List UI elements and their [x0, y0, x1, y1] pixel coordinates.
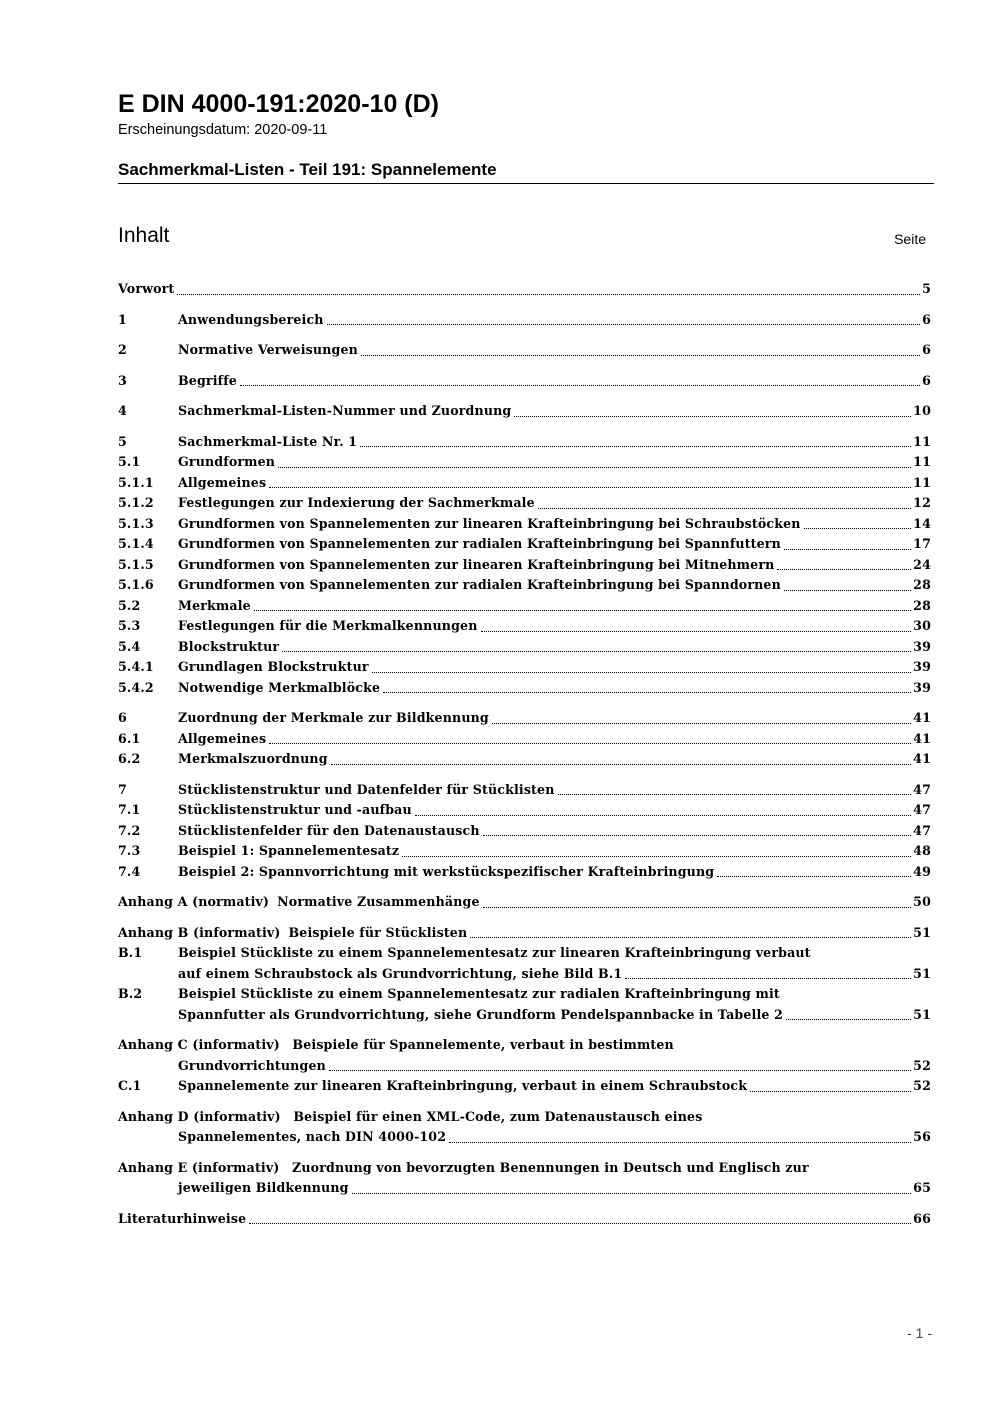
toc-page-label: Seite: [894, 231, 926, 247]
toc-entry-number: 3: [118, 372, 127, 388]
toc-entry-title: Beispiel 1: Spannelementesatz: [178, 843, 400, 858]
toc-entry-title: Stücklistenstruktur und -aufbau: [178, 802, 412, 817]
toc-entry-title: Literaturhinweise: [118, 1210, 247, 1226]
toc-entry[interactable]: [118, 596, 931, 617]
toc-leader: [415, 815, 911, 816]
toc-leader: [492, 723, 911, 724]
toc-entry-number: 6.1: [118, 730, 141, 746]
toc-entry-title: Grundlagen Blockstruktur: [178, 659, 369, 674]
toc-entry-page: 28: [913, 577, 931, 592]
toc-entry-bibliography[interactable]: [118, 1209, 931, 1230]
toc-entry-page: 11: [913, 474, 931, 490]
toc-entry-title: Merkmale: [178, 597, 251, 613]
toc-entry-title: Spannelemente zur linearen Krafteinbringung, verbaut in einem Schraubstock: [178, 1078, 748, 1093]
toc-entry-title: Stücklistenstruktur und Datenfelder für Stücklisten: [178, 781, 555, 797]
toc-entry-page: 17: [913, 536, 931, 551]
toc-leader: [481, 631, 912, 632]
toc-entry-c1[interactable]: [118, 1076, 931, 1097]
toc-entry-page: 12: [913, 495, 931, 510]
toc-entry-title: Grundformen von Spannelementen zur linearen Krafteinbringung bei Schraubstöcken: [178, 515, 801, 531]
toc-leader: [777, 569, 911, 570]
toc-leader: [558, 794, 912, 795]
toc-entry-page: 65: [913, 1180, 931, 1195]
toc-entry-title: Beispiele für Stücklisten: [288, 924, 468, 940]
toc-entry-title: Normative Verweisungen: [178, 342, 358, 357]
toc-entry-title: Sachmerkmal-Listen-Nummer und Zuordnung: [178, 403, 512, 418]
toc-entry-title-line1: Beispiel Stückliste zu einem Spannelementesatz zur linearen Krafteinbringung verbaut: [178, 945, 811, 960]
toc-entry-page: 49: [913, 863, 931, 879]
toc-entry-title: Grundformen: [178, 454, 276, 469]
toc-entry[interactable]: [118, 780, 931, 801]
toc-entry-number: 6: [118, 710, 127, 725]
toc-leader: [372, 672, 912, 673]
toc-entry[interactable]: [118, 841, 931, 862]
toc-leader: [786, 1019, 911, 1020]
toc-entry-title-line2: Spannfutter als Grundvorrichtung, siehe Grundform Pendelspannbacke in Tabelle 2: [178, 1006, 784, 1022]
toc-entry-title-line1: Beispiele für Spannelemente, verbaut in bestimmten: [292, 1037, 674, 1052]
toc-entry-number: 5.1.4: [118, 536, 154, 551]
toc-entry-title-line2: auf einem Schraubstock als Grundvorrichtung, siehe Bild B.1: [178, 965, 623, 981]
toc-leader: [804, 528, 912, 529]
toc-entry-page: 6: [922, 372, 931, 388]
toc-leader: [538, 508, 911, 509]
toc-entry-number: B.1: [118, 945, 143, 960]
toc-entry-number: 7.1: [118, 802, 141, 817]
toc-entry-number: 5.1.1: [118, 474, 154, 490]
toc-leader: [352, 1193, 912, 1194]
toc-leader: [625, 978, 911, 979]
toc-entry-annex-c[interactable]: [118, 1035, 931, 1076]
toc-entry-title: Grundformen von Spannelementen zur linearen Krafteinbringung bei Mitnehmern: [178, 556, 775, 572]
toc-entry-page: 14: [913, 515, 931, 531]
toc-entry-title: Sachmerkmal-Liste Nr. 1: [178, 433, 358, 449]
toc-entry-annex-e[interactable]: [118, 1158, 931, 1199]
toc-entry-number: 5.4.2: [118, 679, 154, 695]
toc-entry-page: 5: [922, 281, 931, 296]
toc-entry[interactable]: [118, 575, 931, 596]
toc-leader: [449, 1142, 911, 1143]
toc-leader: [240, 385, 920, 386]
toc-entry-number: Anhang E (informativ): [118, 1159, 280, 1175]
toc-entry-title: Normative Zusammenhänge: [277, 894, 480, 909]
toc-leader: [278, 467, 911, 468]
toc-entry-title-line2: jeweiligen Bildkennung: [178, 1180, 349, 1195]
toc-leader: [483, 907, 912, 908]
toc-entry[interactable]: [118, 800, 931, 821]
toc-entry-vorwort[interactable]: [118, 279, 931, 300]
toc-entry-number: 7.4: [118, 863, 141, 879]
toc-entry-title: Grundformen von Spannelementen zur radialen Krafteinbringung bei Spanndornen: [178, 577, 781, 592]
toc-entry-page: 47: [913, 822, 931, 838]
toc-entry-page: 30: [913, 618, 931, 633]
toc-leader: [470, 937, 911, 938]
toc-entry-number: 7: [118, 781, 127, 797]
toc-entry-number: 2: [118, 342, 127, 357]
toc-entry-annex-b[interactable]: [118, 923, 931, 944]
toc-entry-page: 41: [913, 730, 931, 746]
toc-entry[interactable]: [118, 493, 931, 514]
toc-entry[interactable]: [118, 708, 931, 729]
toc-entry-page: 51: [913, 965, 931, 981]
toc-entry-b1[interactable]: [118, 943, 931, 984]
toc-entry[interactable]: [118, 432, 931, 453]
toc-leader: [514, 416, 911, 417]
toc-entry[interactable]: [118, 749, 931, 770]
toc-leader: [177, 294, 920, 295]
toc-entry-title: Festlegungen für die Merkmalkennungen: [178, 618, 478, 633]
toc-entry-title: Allgemeines: [178, 730, 267, 746]
toc-entry-page: 39: [913, 679, 931, 695]
page-number: - 1 -: [907, 1325, 932, 1341]
document-subtitle: Sachmerkmal-Listen - Teil 191: Spannelemente: [118, 160, 497, 179]
toc-entry-number: 5.4.1: [118, 659, 154, 674]
toc-entry-page: 66: [913, 1210, 931, 1226]
toc-entry-number: 5.4: [118, 638, 141, 654]
toc-entry-title: Notwendige Merkmalblöcke: [178, 679, 381, 695]
toc-entry-number: C.1: [118, 1078, 142, 1093]
toc-leader: [331, 764, 912, 765]
toc-entry-annex-d[interactable]: [118, 1107, 931, 1148]
toc-entry[interactable]: [118, 514, 931, 535]
toc-entry-page: 41: [913, 710, 931, 725]
toc-entry-page: 51: [913, 924, 931, 940]
toc-leader: [750, 1091, 911, 1092]
toc-leader: [269, 487, 911, 488]
toc-leader: [249, 1223, 911, 1224]
toc-entry[interactable]: [118, 473, 931, 494]
toc-entry-number: Anhang A (normativ): [118, 894, 270, 909]
toc-entry-number: 5.1.3: [118, 515, 154, 531]
toc-entry-page: 28: [913, 597, 931, 613]
toc-entry-title: Anwendungsbereich: [178, 311, 324, 327]
toc-leader: [717, 876, 911, 877]
toc-leader: [483, 835, 912, 836]
toc-entry[interactable]: [118, 821, 931, 842]
toc-entry[interactable]: [118, 452, 931, 473]
toc-entry-number: 5.2: [118, 597, 141, 613]
toc-entry-number: 7.3: [118, 843, 141, 858]
toc-entry-annex-a[interactable]: [118, 892, 931, 913]
toc-entry-number: 7.2: [118, 822, 141, 838]
toc-leader: [383, 692, 911, 693]
toc-entry-number: B.2: [118, 986, 143, 1001]
toc-entry-number: 6.2: [118, 751, 141, 766]
toc-entry-number: 4: [118, 403, 127, 418]
toc-entry-number: 5.1: [118, 454, 141, 469]
toc-entry-page: 11: [913, 433, 931, 449]
toc-entry-number: 5: [118, 433, 127, 449]
header-rule: [118, 183, 934, 184]
toc-entry[interactable]: [118, 616, 931, 637]
toc-entry[interactable]: [118, 310, 931, 331]
toc-entry-title: Zuordnung der Merkmale zur Bildkennung: [178, 710, 489, 725]
toc-entry-number: 5.1.6: [118, 577, 154, 592]
toc-entry-page: 24: [913, 556, 931, 572]
toc-leader: [784, 590, 911, 591]
toc-entry-page: 6: [922, 342, 931, 357]
toc-entry-number: Anhang C (informativ): [118, 1037, 280, 1052]
toc-entry-page: 48: [913, 843, 931, 858]
toc-entry-title: Blockstruktur: [178, 638, 280, 654]
toc-entry-number: 1: [118, 311, 127, 327]
toc-entry-title: Grundformen von Spannelementen zur radialen Krafteinbringung bei Spannfuttern: [178, 536, 781, 551]
toc-entry-title: Stücklistenfelder für den Datenaustausch: [178, 822, 480, 838]
toc-leader: [361, 355, 920, 356]
toc-entry-title: Vorwort: [118, 281, 175, 296]
toc-leader: [327, 324, 921, 325]
toc-entry-page: 41: [913, 751, 931, 766]
toc-leader: [269, 743, 911, 744]
toc-entry-page: 47: [913, 781, 931, 797]
toc-entry[interactable]: [118, 371, 931, 392]
toc-entry-title-line2: Spannelementes, nach DIN 4000-102: [178, 1129, 447, 1144]
toc-entry[interactable]: [118, 729, 931, 750]
toc-entry[interactable]: [118, 637, 931, 658]
toc-entry[interactable]: [118, 555, 931, 576]
toc-leader: [282, 651, 911, 652]
toc-entry-number: 5.3: [118, 618, 141, 633]
toc-entry-page: 50: [913, 894, 931, 909]
toc-entry-title: Merkmalszuordnung: [178, 751, 328, 766]
toc-entry[interactable]: [118, 678, 931, 699]
toc-entry-page: 39: [913, 638, 931, 654]
toc-entry-title-line1: Beispiel Stückliste zu einem Spannelementesatz zur radialen Krafteinbringung mit: [178, 986, 780, 1001]
toc-entry[interactable]: [118, 657, 931, 678]
toc-entry-page: 6: [922, 311, 931, 327]
toc-entry-page: 51: [913, 1006, 931, 1022]
toc-entry-title: Festlegungen zur Indexierung der Sachmerkmale: [178, 495, 535, 510]
toc-entry-page: 47: [913, 802, 931, 817]
toc-entry[interactable]: [118, 401, 931, 422]
toc-entry-page: 10: [913, 403, 931, 418]
toc-leader: [784, 549, 911, 550]
toc-entry-title-line1: Beispiel für einen XML-Code, zum Datenaustausch eines: [293, 1108, 703, 1124]
toc-leader: [402, 856, 911, 857]
toc-entry-title-line2: Grundvorrichtungen: [178, 1057, 326, 1073]
toc-entry-title: Begriffe: [178, 372, 237, 388]
toc-leader: [329, 1070, 911, 1071]
toc-entry[interactable]: [118, 340, 931, 361]
toc-entry-number: 5.1.2: [118, 495, 154, 510]
document-id: E DIN 4000-191:2020-10 (D): [118, 90, 439, 118]
toc-entry-title-line1: Zuordnung von bevorzugten Benennungen in Deutsch und Englisch zur: [292, 1159, 809, 1175]
toc-entry-page: 52: [913, 1078, 931, 1093]
toc-entry[interactable]: [118, 862, 931, 883]
toc-leader: [254, 610, 911, 611]
toc-entry-title: Beispiel 2: Spannvorrichtung mit werkstückspezifischer Krafteinbringung: [178, 863, 715, 879]
toc-entry-b2[interactable]: [118, 984, 931, 1025]
toc-entry-number: Anhang D (informativ): [118, 1108, 281, 1124]
toc-entry-title: Allgemeines: [178, 474, 267, 490]
toc-entry-number: 5.1.5: [118, 556, 154, 572]
publication-date: Erscheinungsdatum: 2020-09-11: [118, 122, 328, 138]
toc-entry-page: 39: [913, 659, 931, 674]
toc-entry-page: 56: [913, 1129, 931, 1144]
table-of-contents: [118, 279, 931, 1229]
toc-entry-number: Anhang B (informativ): [118, 924, 281, 940]
toc-title: Inhalt: [118, 224, 170, 247]
toc-entry-page: 52: [913, 1057, 931, 1073]
toc-entry-page: 11: [913, 454, 931, 469]
toc-entry[interactable]: [118, 534, 931, 555]
toc-leader: [360, 446, 911, 447]
